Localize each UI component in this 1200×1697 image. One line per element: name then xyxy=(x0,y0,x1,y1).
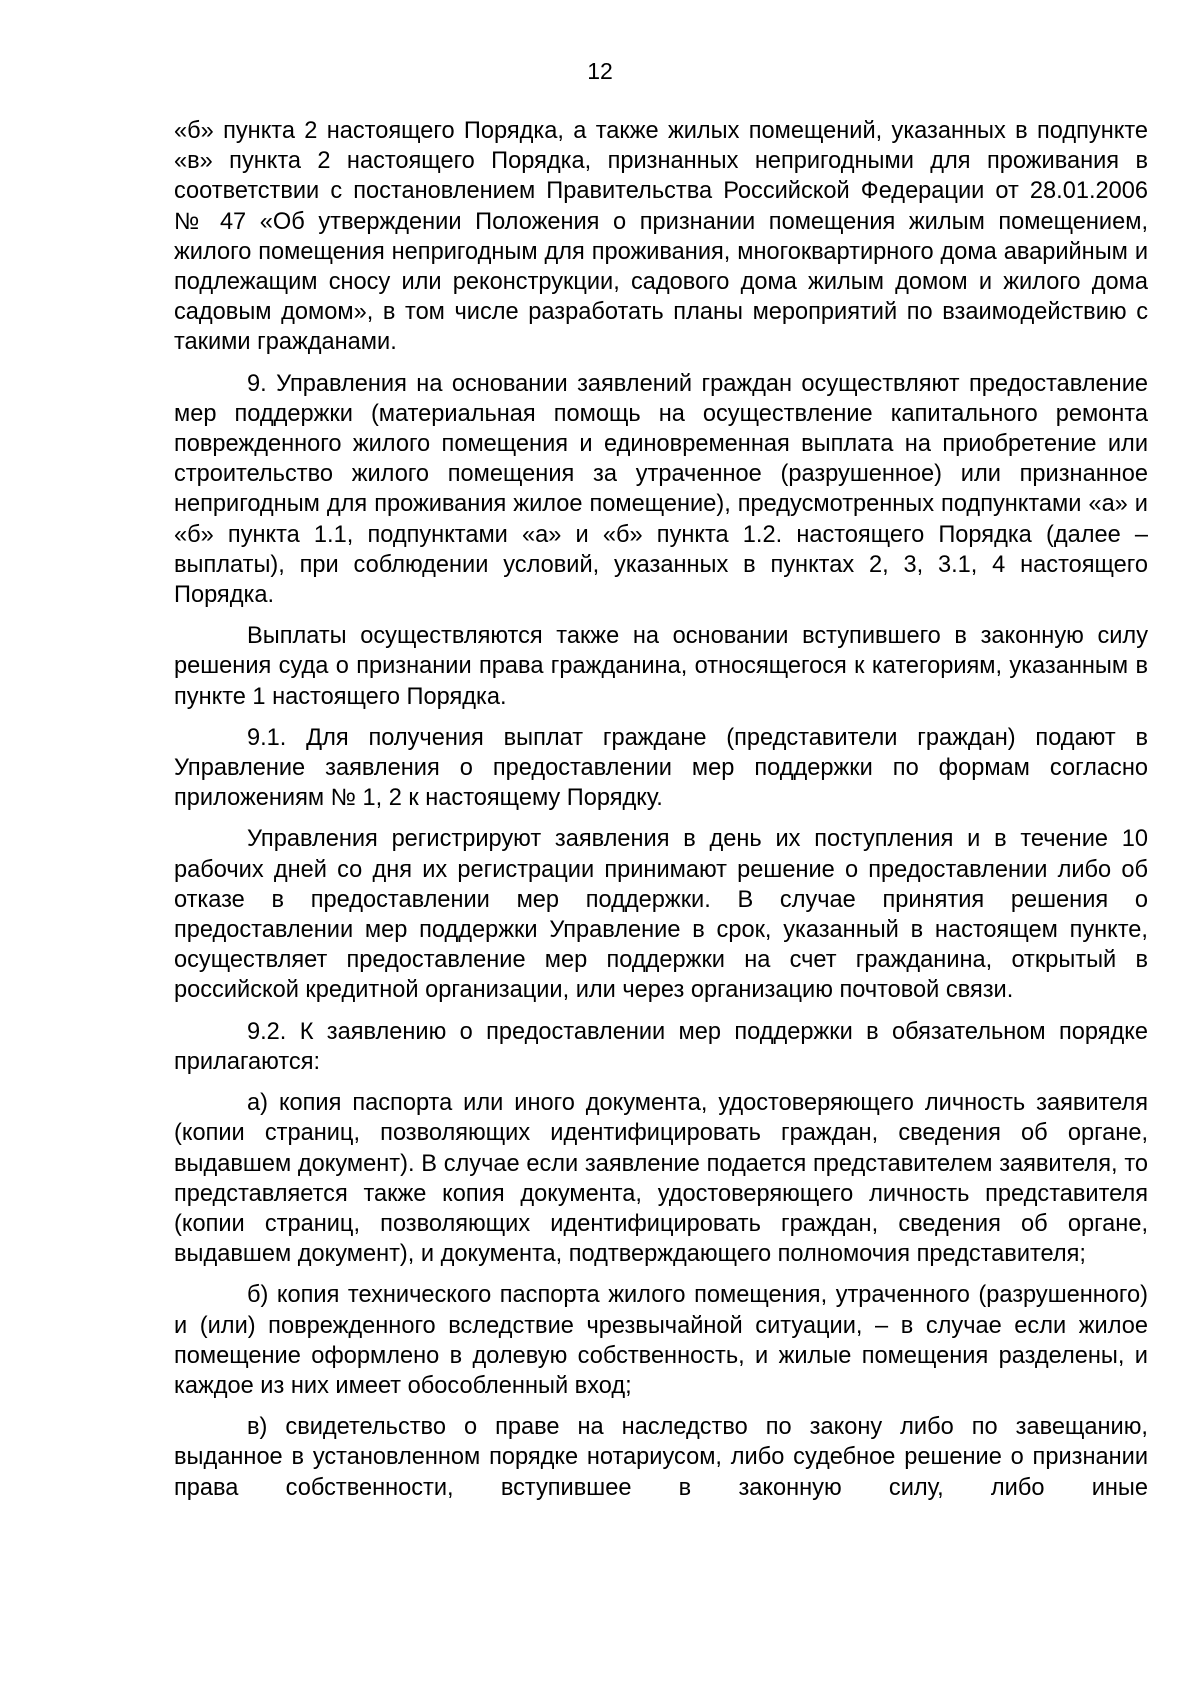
paragraph-item-9-1: 9.1. Для получения выплат граждане (представители граждан) подают в Управление заявления о предоставлении мер поддержки по формам согласно приложениям № 1, 2 к настоящему Порядку. xyxy=(174,724,1148,812)
paragraph-subitem-v: в) свидетельство о праве на наследство по закону либо по завещанию, выданное в установленном порядке нотариусом, либо судебное решение о признании права собственности, вступившее в законную силу, либо иные xyxy=(174,1414,1148,1501)
paragraph-payments-court: Выплаты осуществляются также на основании вступившего в законную силу решения суда о признании права гражданина, относящегося к категориям, указанным в пункте 1 настоящего Порядка. xyxy=(174,623,1148,710)
document-body xyxy=(174,116,1148,1514)
paragraph-subitem-a: а) копия паспорта или иного документа, удостоверяющего личность заявителя (копии страниц, позволяющих идентифицировать граждан, сведения об органе, выдавшем документ). В случае если заявление подается представителем заявителя, то представляется также копия документа, удостоверяющего личность представителя (копии страниц, позволяющих идентифицировать граждан, сведения об органе, выдавшем документ), и документа, подтверждающего полномочия представителя; xyxy=(174,1090,1148,1268)
paragraph-item-9-2: 9.2. К заявлению о предоставлении мер поддержки в обязательном порядке прилагаются: xyxy=(174,1018,1148,1075)
page-number: 12 xyxy=(587,58,613,84)
paragraph-continuation: «б» пункта 2 настоящего Порядка, а также жилых помещений, указанных в подпункте «в» пункта 2 настоящего Порядка, признанных непригодными для проживания в соответствии с постановлением Правительства Российской Федерации от 28.01.2006 № 47 «Об утверждении Положения о признании помещения жилым помещением, жилого помещения непригодным для проживания, многоквартирного дома аварийным и подлежащим сносу или реконструкции, садового дома жилым домом и жилого дома садовым домом», в том числе разработать планы мероприятий по взаимодействию с такими гражданами. xyxy=(174,118,1148,356)
paragraph-subitem-b: б) копия технического паспорта жилого помещения, утраченного (разрушенного) и (или) поврежденного вследствие чрезвычайной ситуации, – в случае если жилое помещение оформлено в долевую собственность, и жилые помещения разделены, и каждое из них имеет обособленный вход; xyxy=(174,1282,1148,1399)
paragraph-registration: Управления регистрируют заявления в день их поступления и в течение 10 рабочих дней со дня их регистрации принимают решение о предоставлении либо об отказе в предоставлении мер поддержки. В случае принятия решения о предоставлении мер поддержки Управление в срок, указанный в настоящем пункте, осуществляет предоставление мер поддержки на счет гражданина, открытый в российской кредитной организации, или через организацию почтовой связи. xyxy=(174,826,1148,1004)
paragraph-item-9: 9. Управления на основании заявлений граждан осуществляют предоставление мер поддержки (материальная помощь на осуществление капитального ремонта поврежденного жилого помещения и единовременная выплата на приобретение или строительство жилого помещения за утраченное (разрушенное) или признанное непригодным для проживания жилое помещение), предусмотренных подпунктами «а» и «б» пункта 1.1, подпунктами «а» и «б» пункта 1.2. настоящего Порядка (далее – выплаты), при соблюдении условий, указанных в пунктах 2, 3, 3.1, 4 настоящего Порядка. xyxy=(174,370,1148,609)
